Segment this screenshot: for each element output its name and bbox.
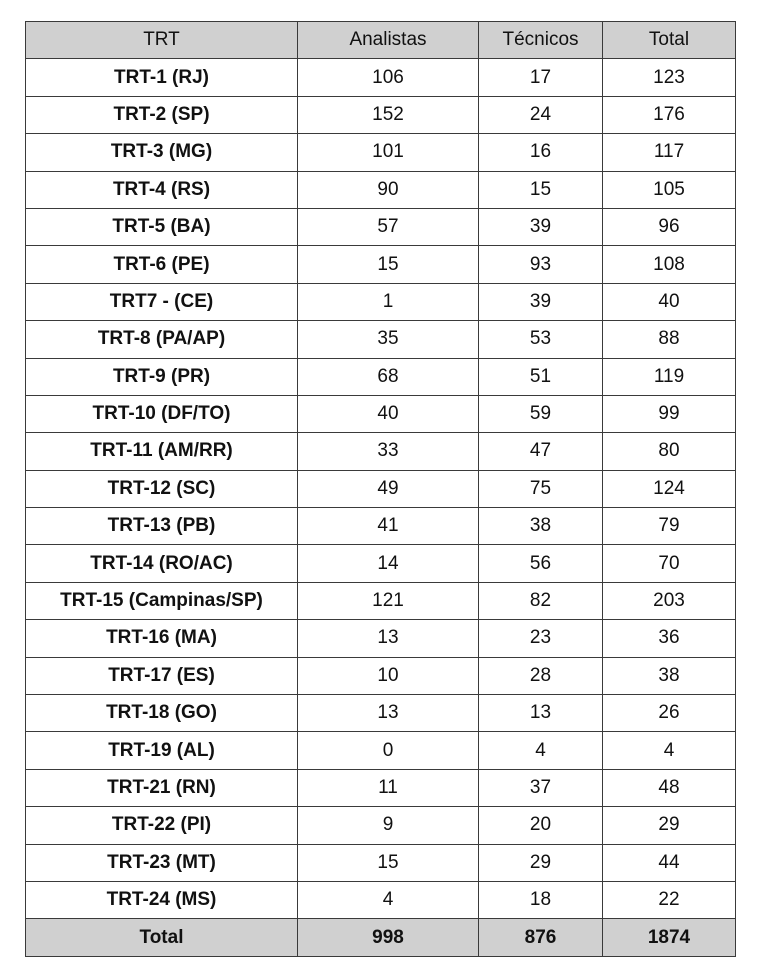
cell-analistas: 14 (298, 545, 479, 582)
cell-total: 80 (603, 433, 736, 470)
cell-trt: TRT-6 (PE) (26, 246, 298, 283)
cell-analistas: 15 (298, 246, 479, 283)
cell-trt: TRT-22 (PI) (26, 807, 298, 844)
cell-tecnicos: 24 (479, 96, 603, 133)
header-row (26, 22, 736, 59)
cell-total: 29 (603, 807, 736, 844)
cell-total: 36 (603, 620, 736, 657)
cell-analistas: 1 (298, 283, 479, 320)
table-row (26, 321, 736, 358)
cell-total: 44 (603, 844, 736, 881)
cell-total: 119 (603, 358, 736, 395)
cell-analistas: 0 (298, 732, 479, 769)
cell-tecnicos: 59 (479, 395, 603, 432)
table-row (26, 620, 736, 657)
cell-total: 48 (603, 769, 736, 806)
header-analistas: Analistas (298, 22, 479, 59)
cell-tecnicos: 82 (479, 582, 603, 619)
cell-tecnicos: 51 (479, 358, 603, 395)
header-tecnicos: Técnicos (479, 22, 603, 59)
cell-tecnicos: 20 (479, 807, 603, 844)
cell-tecnicos: 75 (479, 470, 603, 507)
cell-analistas: 41 (298, 508, 479, 545)
table-row (26, 96, 736, 133)
table-row (26, 246, 736, 283)
cell-analistas: 106 (298, 59, 479, 96)
cell-tecnicos: 16 (479, 134, 603, 171)
cell-tecnicos: 17 (479, 59, 603, 96)
cell-tecnicos: 15 (479, 171, 603, 208)
cell-trt: TRT-11 (AM/RR) (26, 433, 298, 470)
cell-analistas: 152 (298, 96, 479, 133)
cell-analistas: 10 (298, 657, 479, 694)
cell-total: 88 (603, 321, 736, 358)
table-container (25, 21, 736, 957)
cell-total: 79 (603, 508, 736, 545)
table-row (26, 134, 736, 171)
cell-trt: TRT-10 (DF/TO) (26, 395, 298, 432)
cell-tecnicos: 28 (479, 657, 603, 694)
cell-tecnicos: 23 (479, 620, 603, 657)
cell-total: 40 (603, 283, 736, 320)
table-header (26, 22, 736, 59)
cell-total: 4 (603, 732, 736, 769)
cell-total: 123 (603, 59, 736, 96)
cell-total: 96 (603, 208, 736, 245)
table-row (26, 470, 736, 507)
cell-tecnicos: 93 (479, 246, 603, 283)
table-row (26, 657, 736, 694)
table-row (26, 508, 736, 545)
table-row (26, 881, 736, 918)
total-total: 1874 (603, 919, 736, 956)
cell-total: 108 (603, 246, 736, 283)
cell-trt: TRT-5 (BA) (26, 208, 298, 245)
cell-analistas: 68 (298, 358, 479, 395)
cell-tecnicos: 18 (479, 881, 603, 918)
cell-analistas: 121 (298, 582, 479, 619)
cell-tecnicos: 39 (479, 283, 603, 320)
cell-tecnicos: 53 (479, 321, 603, 358)
cell-total: 38 (603, 657, 736, 694)
total-tecnicos: 876 (479, 919, 603, 956)
cell-analistas: 33 (298, 433, 479, 470)
cell-total: 22 (603, 881, 736, 918)
table-row (26, 59, 736, 96)
cell-trt: TRT-19 (AL) (26, 732, 298, 769)
cell-tecnicos: 4 (479, 732, 603, 769)
table-row (26, 582, 736, 619)
cell-analistas: 9 (298, 807, 479, 844)
cell-analistas: 40 (298, 395, 479, 432)
cell-analistas: 4 (298, 881, 479, 918)
cell-trt: TRT-4 (RS) (26, 171, 298, 208)
cell-tecnicos: 47 (479, 433, 603, 470)
total-analistas: 998 (298, 919, 479, 956)
cell-analistas: 15 (298, 844, 479, 881)
table-body (26, 59, 736, 919)
cell-trt: TRT-18 (GO) (26, 695, 298, 732)
trt-table (25, 21, 736, 957)
cell-total: 105 (603, 171, 736, 208)
cell-total: 176 (603, 96, 736, 133)
table-row (26, 171, 736, 208)
table-row (26, 695, 736, 732)
cell-analistas: 57 (298, 208, 479, 245)
cell-tecnicos: 13 (479, 695, 603, 732)
cell-trt: TRT-23 (MT) (26, 844, 298, 881)
cell-trt: TRT-9 (PR) (26, 358, 298, 395)
table-row (26, 395, 736, 432)
cell-analistas: 49 (298, 470, 479, 507)
cell-analistas: 90 (298, 171, 479, 208)
table-row (26, 807, 736, 844)
cell-analistas: 13 (298, 620, 479, 657)
table-row (26, 208, 736, 245)
table-row (26, 283, 736, 320)
cell-trt: TRT-14 (RO/AC) (26, 545, 298, 582)
cell-tecnicos: 29 (479, 844, 603, 881)
cell-trt: TRT-15 (Campinas/SP) (26, 582, 298, 619)
cell-trt: TRT-12 (SC) (26, 470, 298, 507)
cell-trt: TRT-3 (MG) (26, 134, 298, 171)
cell-total: 203 (603, 582, 736, 619)
cell-trt: TRT-17 (ES) (26, 657, 298, 694)
cell-total: 124 (603, 470, 736, 507)
cell-tecnicos: 38 (479, 508, 603, 545)
table-row (26, 844, 736, 881)
table-row (26, 545, 736, 582)
total-row (26, 919, 736, 956)
cell-analistas: 13 (298, 695, 479, 732)
cell-total: 99 (603, 395, 736, 432)
cell-trt: TRT-13 (PB) (26, 508, 298, 545)
cell-trt: TRT-24 (MS) (26, 881, 298, 918)
cell-trt: TRT-2 (SP) (26, 96, 298, 133)
cell-trt: TRT-16 (MA) (26, 620, 298, 657)
table-footer (26, 919, 736, 956)
cell-trt: TRT-8 (PA/AP) (26, 321, 298, 358)
cell-analistas: 11 (298, 769, 479, 806)
cell-analistas: 35 (298, 321, 479, 358)
cell-total: 26 (603, 695, 736, 732)
cell-trt: TRT7 - (CE) (26, 283, 298, 320)
cell-trt: TRT-21 (RN) (26, 769, 298, 806)
table-row (26, 732, 736, 769)
header-trt: TRT (26, 22, 298, 59)
cell-total: 117 (603, 134, 736, 171)
cell-total: 70 (603, 545, 736, 582)
cell-tecnicos: 37 (479, 769, 603, 806)
cell-tecnicos: 56 (479, 545, 603, 582)
cell-tecnicos: 39 (479, 208, 603, 245)
total-label: Total (26, 919, 298, 956)
table-row (26, 358, 736, 395)
table-row (26, 433, 736, 470)
cell-trt: TRT-1 (RJ) (26, 59, 298, 96)
cell-analistas: 101 (298, 134, 479, 171)
table-row (26, 769, 736, 806)
header-total: Total (603, 22, 736, 59)
